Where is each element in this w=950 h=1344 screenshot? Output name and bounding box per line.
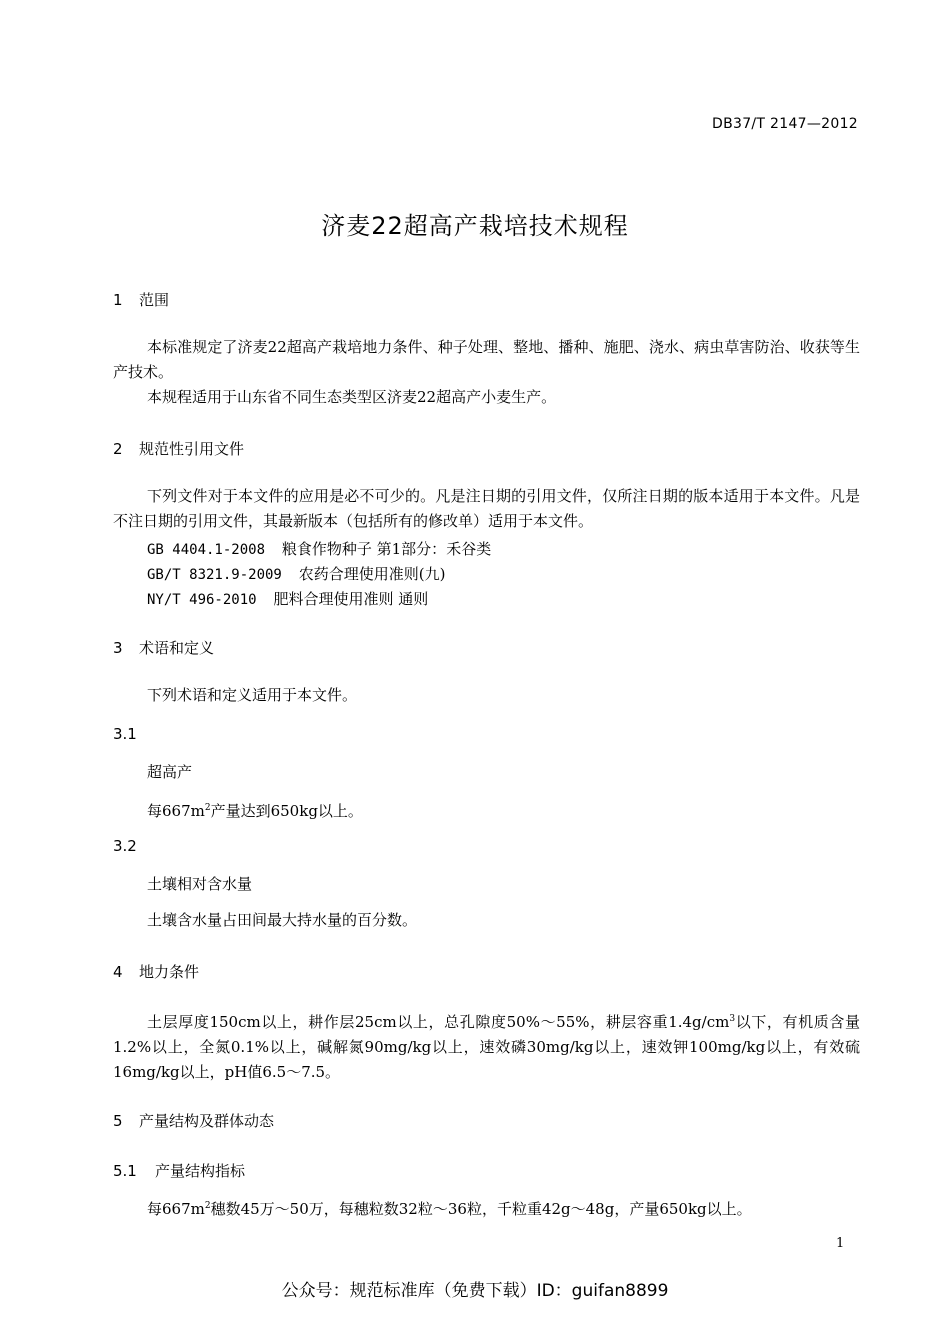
section-1-paragraph-2: 本规程适用于山东省不同生态类型区济麦22超高产小麦生产。 — [147, 388, 557, 406]
reference-name: 肥料合理使用准则 通则 — [273, 590, 429, 608]
section-title: 产量结构指标 — [155, 1162, 246, 1180]
superscript: 3 — [729, 1014, 736, 1024]
section-3-paragraph-1: 下列术语和定义适用于本文件。 — [147, 686, 358, 704]
section-1-paragraph-1: 本标准规定了济麦22超高产栽培地力条件、种子处理、整地、播种、施肥、浇水、病虫草害防治、收获等生产技术。 — [113, 338, 860, 381]
reference-code: GB 4404.1-2008 — [147, 542, 266, 558]
superscript: 2 — [204, 803, 211, 813]
section-4-heading — [113, 961, 199, 982]
section-number: 4 — [113, 963, 123, 981]
definition-text: 产量达到650kg以上。 — [210, 802, 363, 820]
section-number: 1 — [113, 291, 123, 309]
section-number: 3 — [113, 639, 123, 657]
section-3-heading — [113, 637, 214, 658]
paragraph-text: 土层厚度150cm以上，耕作层25cm以上，总孔隙度50%～55%，耕层容重1.4g/cm — [147, 1013, 730, 1031]
page-number: 1 — [836, 1236, 845, 1251]
reference-item — [147, 563, 445, 584]
section-5-heading — [113, 1110, 274, 1131]
section-title: 规范性引用文件 — [139, 440, 245, 458]
section-number: 5.1 — [113, 1162, 137, 1180]
paragraph-text: 每667m — [147, 1200, 205, 1218]
term-3-1-number: 3.1 — [113, 725, 137, 743]
superscript: 2 — [204, 1201, 211, 1211]
reference-name: 农药合理使用准则(九) — [298, 565, 446, 583]
reference-item — [147, 538, 491, 559]
reference-code: GB/T 8321.9-2009 — [147, 567, 282, 583]
term-3-1-name: 超高产 — [147, 763, 193, 781]
reference-item — [147, 588, 428, 609]
reference-code: NY/T 496-2010 — [147, 592, 257, 608]
section-1-heading — [113, 289, 169, 310]
section-2-heading — [113, 438, 244, 459]
reference-name: 粮食作物种子 第1部分：禾谷类 — [281, 540, 492, 558]
definition-text: 每667m — [147, 802, 205, 820]
section-title: 术语和定义 — [139, 639, 215, 657]
section-title: 地力条件 — [139, 963, 200, 981]
term-3-2-definition: 土壤含水量占田间最大持水量的百分数。 — [147, 911, 418, 929]
term-3-2-number: 3.2 — [113, 837, 137, 855]
footer-watermark-text: 公众号：规范标准库（免费下载）ID：guifan8899 — [281, 1281, 669, 1301]
section-4-paragraph-1 — [113, 1007, 860, 1085]
section-5-1-heading — [113, 1160, 245, 1181]
section-number: 2 — [113, 440, 123, 458]
paragraph-text: 穗数45万～50万，每穗粒数32粒～36粒，千粒重42g～48g，产量650kg以上。 — [210, 1200, 752, 1218]
standard-code: DB37/T 2147—2012 — [712, 116, 858, 132]
document-title: 济麦22超高产栽培技术规程 — [321, 212, 629, 240]
section-title: 产量结构及群体动态 — [139, 1112, 275, 1130]
term-3-2-name: 土壤相对含水量 — [147, 875, 253, 893]
section-number: 5 — [113, 1112, 123, 1130]
section-title: 范围 — [139, 291, 170, 309]
paragraph-text: 以下，有机质含量1.2%以上，全氮0.1%以上，碱解氮90mg/kg以上，速效磷30mg/kg以上，速效钾100mg/kg以上，有效硫16mg/kg以上，pH值6.5～7.5。 — [113, 1013, 860, 1081]
term-3-1-definition — [147, 796, 363, 824]
section-2-paragraph-1: 下列文件对于本文件的应用是必不可少的。凡是注日期的引用文件，仅所注日期的版本适用于本文件。凡是不注日期的引用文件，其最新版本（包括所有的修改单）适用于本文件。 — [113, 487, 860, 530]
section-5-1-paragraph — [147, 1194, 752, 1222]
